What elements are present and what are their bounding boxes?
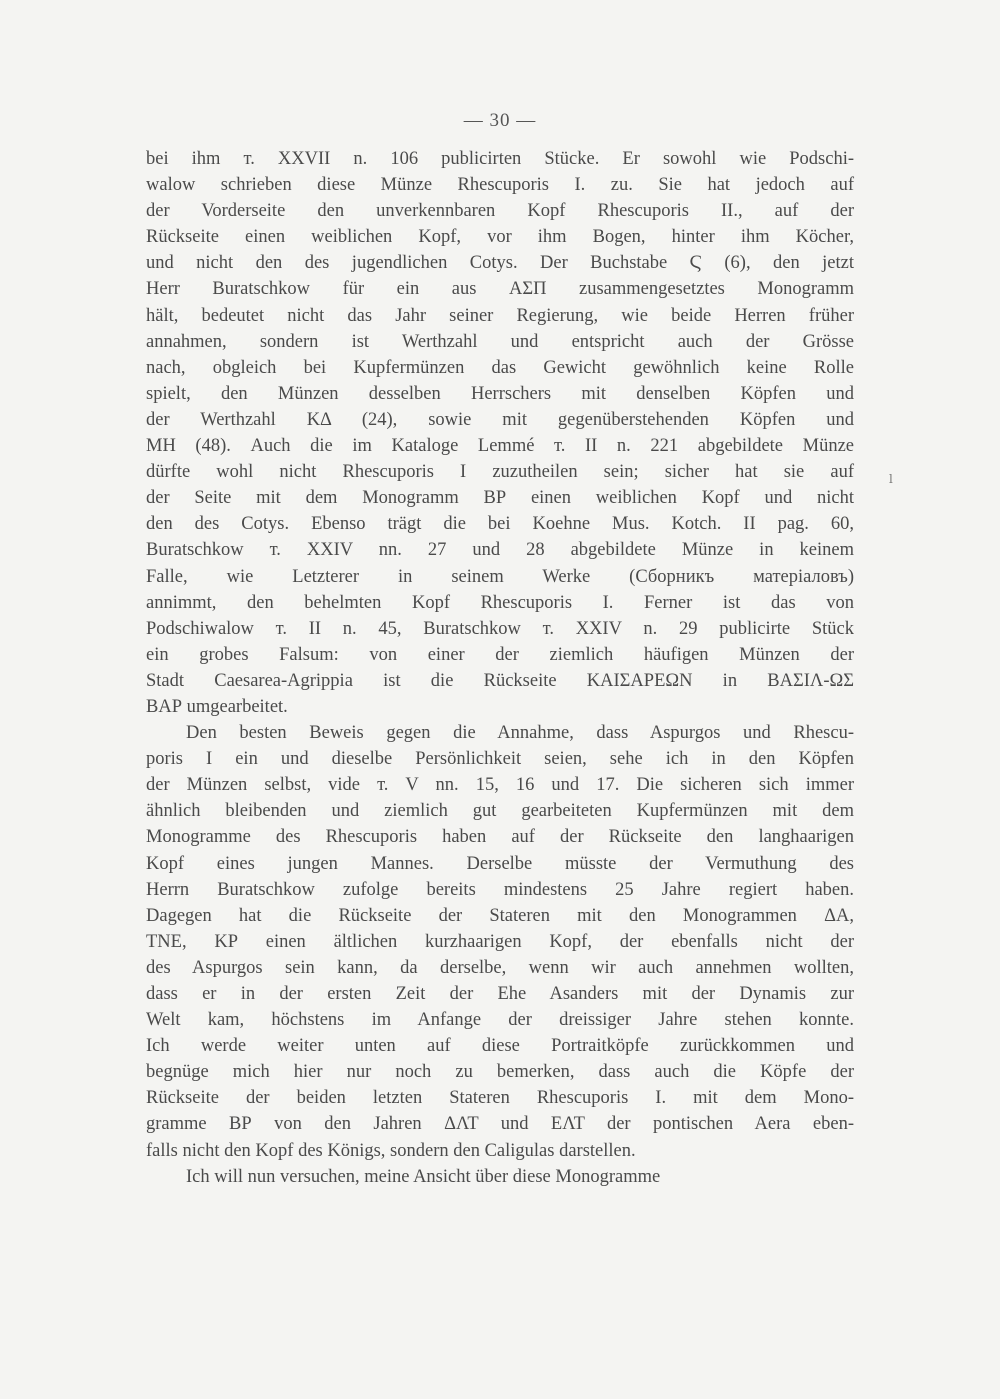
text-line: und nicht den des jugendlichen Cotys. Der Buchstabe Ϛ (6), den jetzt [146,253,854,274]
text-line: bei ihm т. XXVII n. 106 publicirten Stücke. Er sowohl wie Podschi- [146,149,854,169]
text-line: Herr Buratschkow für ein aus ΑΣΠ zusammengesetztes Monogramm [146,279,854,300]
text-line: Rückseite der beiden letzten Stateren Rhescuporis I. mit dem Mono- [146,1088,854,1109]
text-line: der Seite mit dem Monogramm ΒΡ einen weiblichen Kopf und nicht [146,488,854,509]
text-line: gramme ΒΡ von den Jahren ΔΛΤ und ΕΛΤ der pontischen Aera eben- [146,1114,854,1135]
text-line: Podschiwalow т. II n. 45, Buratschkow т. XXIV n. 29 publicirte Stück [146,618,854,639]
text-line: annahmen, sondern ist Werthzahl und entspricht auch der Grösse [146,331,854,352]
text-line: Ich werde weiter unten auf diese Portraitköpfe zurückkommen und [146,1036,854,1057]
text-line: Rückseite einen weiblichen Kopf, vor ihm Bogen, hinter ihm Köcher, [146,227,854,248]
text-line: ΤΝΕ, ΚΡ einen ältlichen kurzhaarigen Kopf, der ebenfalls nicht der [146,931,854,952]
text-line: der Münzen selbst, vide т. V nn. 15, 16 und 17. Die sicheren sich immer [146,775,854,796]
margin-mark: ⅼ [889,472,893,486]
text-line: nach, obgleich bei Kupfermünzen das Gewicht gewöhnlich keine Rolle [146,357,854,378]
body-text [146,146,854,1190]
text-line: Herrn Buratschkow zufolge bereits mindestens 25 Jahre regiert haben. [146,879,854,900]
text-line: Stadt Caesarea-Agrippia ist die Rückseite ΚΑΙΣΑΡΕΩΝ in ΒΑΣΙΛ-ΩΣ [146,670,854,691]
text-line: ΜΗ (48). Auch die im Kataloge Lemmé т. II n. 221 abgebildete Münze [146,436,854,457]
text-line: der Vorderseite den unverkennbaren Kopf Rhescuporis II., auf der [146,201,854,222]
text-line: ΒΑΡ umgearbeitet. [146,696,288,717]
text-line: poris I ein und dieselbe Persönlichkeit seien, sehe ich in den Köpfen [146,749,854,770]
text-line: dass er in der ersten Zeit der Ehe Asanders mit der Dynamis zur [146,984,854,1004]
text-line: Welt kam, höchstens im Anfange der dreissiger Jahre stehen konnte. [146,1010,854,1031]
text-line: Ich will nun versuchen, meine Ansicht über diese Monogramme [186,1166,661,1187]
text-line: Falle, wie Letzterer in seinem Werke (Сборникъ матеріаловъ) [146,566,854,587]
page-number: — 30 — [463,110,537,131]
text-line: walow schrieben diese Münze Rhescuporis I. zu. Sie hat jedoch auf [146,175,854,196]
text-line: Buratschkow т. XXIV nn. 27 und 28 abgebildete Münze in keinem [146,540,854,561]
text-line: des Aspurgos sein kann, da derselbe, wenn wir auch annehmen wollten, [146,957,854,978]
text-line: hält, bedeutet nicht das Jahr seiner Regierung, wie beide Herren früher [146,305,854,326]
text-line: ein grobes Falsum: von einer der ziemlich häufigen Münzen der [146,644,854,665]
text-line: dürfte wohl nicht Rhescuporis I zuzutheilen sein; sicher hat sie auf [146,462,854,483]
text-line: falls nicht den Kopf des Königs, sondern den Caligulas darstellen. [146,1140,636,1161]
text-line: annimmt, den behelmten Kopf Rhescuporis I. Ferner ist das von [146,592,854,613]
text-line: Kopf eines jungen Mannes. Derselbe müsste der Vermuthung des [146,853,854,874]
text-line: Den besten Beweis gegen die Annahme, dass Aspurgos und Rhescu- [186,723,854,744]
text-line: Dagegen hat die Rückseite der Stateren mit den Monogrammen ΔΑ, [146,905,854,926]
text-line: der Werthzahl ΚΔ (24), sowie mit gegenüberstehenden Köpfen und [146,409,854,430]
text-line: den des Cotys. Ebenso trägt die bei Koehne Mus. Kotch. II pag. 60, [146,514,854,535]
text-line: begnüge mich hier nur noch zu bemerken, dass auch die Köpfe der [146,1062,854,1083]
text-line: spielt, den Münzen desselben Herrschers mit denselben Köpfen und [146,383,854,404]
text-line: ähnlich bleibenden und ziemlich gut gearbeiteten Kupfermünzen mit dem [146,801,854,822]
text-line: Monogramme des Rhescuporis haben auf der Rückseite den langhaarigen [146,827,854,848]
